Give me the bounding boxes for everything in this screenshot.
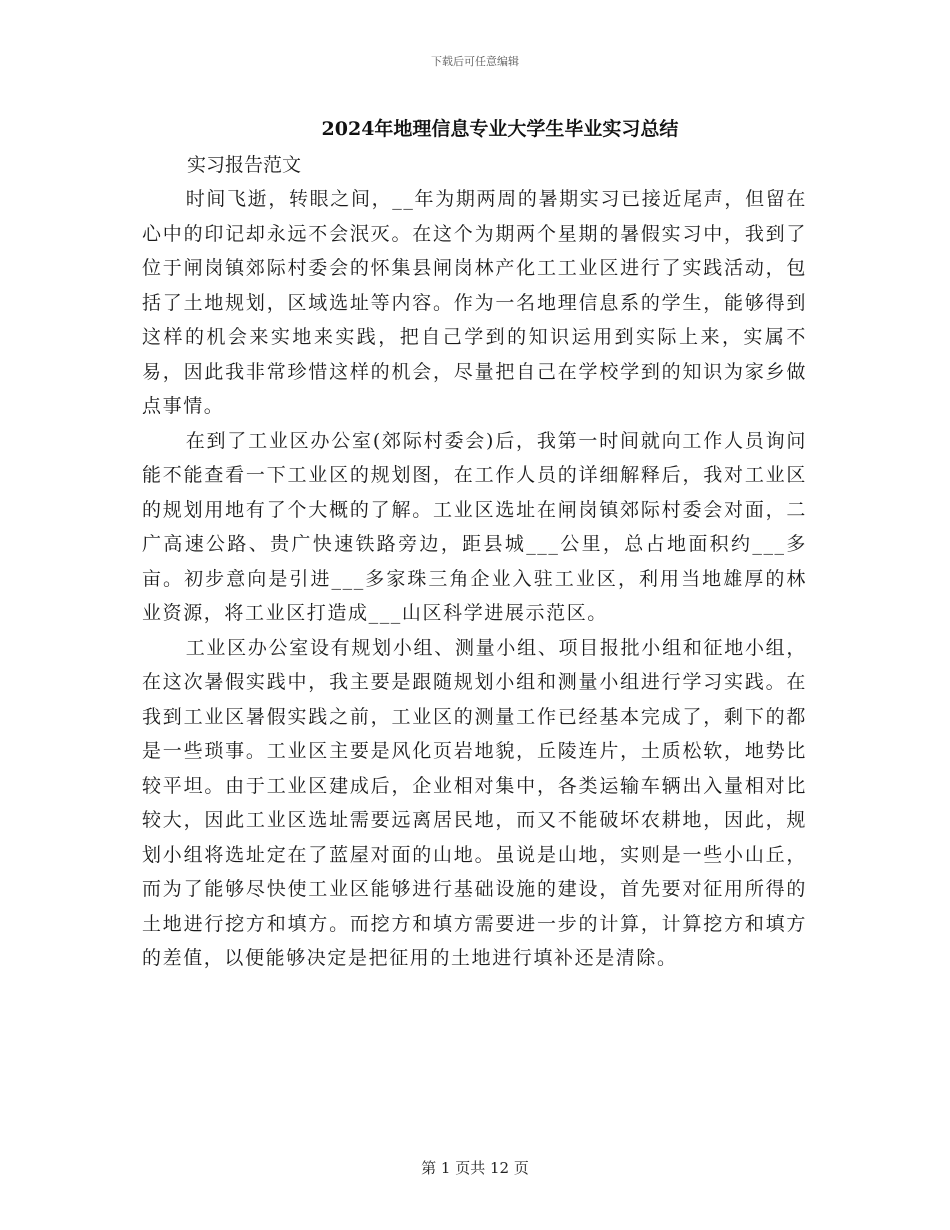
body-paragraph-2: 在到了工业区办公室(郊际村委会)后，我第一时间就向工作人员询问能不能查看一下工业区的规划图，在工作人员的详细解释后，我对工业区的规划用地有了个大概的了解。工业区选址在闸岗镇郊际村委会对面，二广高速公路、贵广快速铁路旁边，距县城___公里，总占地面积约___多亩。初步意向是引进___多家珠三角企业入驻工业区，利用当地雄厚的林业资源，将工业区打造成___山区科学进展示范区。 xyxy=(142,429,807,624)
page-number: 第 1 页共 12 页 xyxy=(421,1159,529,1177)
header-note: 下载后可任意编辑 xyxy=(431,55,519,68)
body-paragraph-3: 工业区办公室设有规划小组、测量小组、项目报批小组和征地小组，在这次暑假实践中，我主要是跟随规划小组和测量小组进行学习实践。在我到工业区暑假实践之前，工业区的测量工作已经基本完成了，剩下的都是一些琐事。工业区主要是风化页岩地貌，丘陵连片，土质松软，地势比较平坦。由于工业区建成后，企业相对集中，各类运输车辆出入量相对比较大，因此工业区选址需要远离居民地，而又不能破坏农耕地，因此，规划小组将选址定在了蓝屋对面的山地。虽说是山地，实则是一些小山丘，而为了能够尽快使工业区能够进行基础设施的建设，首先要对征用所得的土地进行挖方和填方。而挖方和填方需要进一步的计算，计算挖方和填方的差值，以便能够决定是把征用的土地进行填补还是清除。 xyxy=(142,636,807,969)
document-body xyxy=(142,182,807,976)
body-paragraph-1: 时间飞逝，转眼之间，__年为期两周的暑期实习已接近尾声，但留在心中的印记却永远不会泯灭。在这个为期两个星期的暑假实习中，我到了位于闸岗镇郊际村委会的怀集县闸岗林产化工工业区进行了实践活动，包括了土地规划，区域选址等内容。作为一名地理信息系的学生，能够得到这样的机会来实地来实践，把自己学到的知识运用到实际上来，实属不易，因此我非常珍惜这样的机会，尽量把自己在学校学到的知识为家乡做点事情。 xyxy=(142,188,807,417)
document-title: 2024年地理信息专业大学生毕业实习总结 xyxy=(321,118,679,140)
document-subtitle: 实习报告范文 xyxy=(187,154,302,176)
